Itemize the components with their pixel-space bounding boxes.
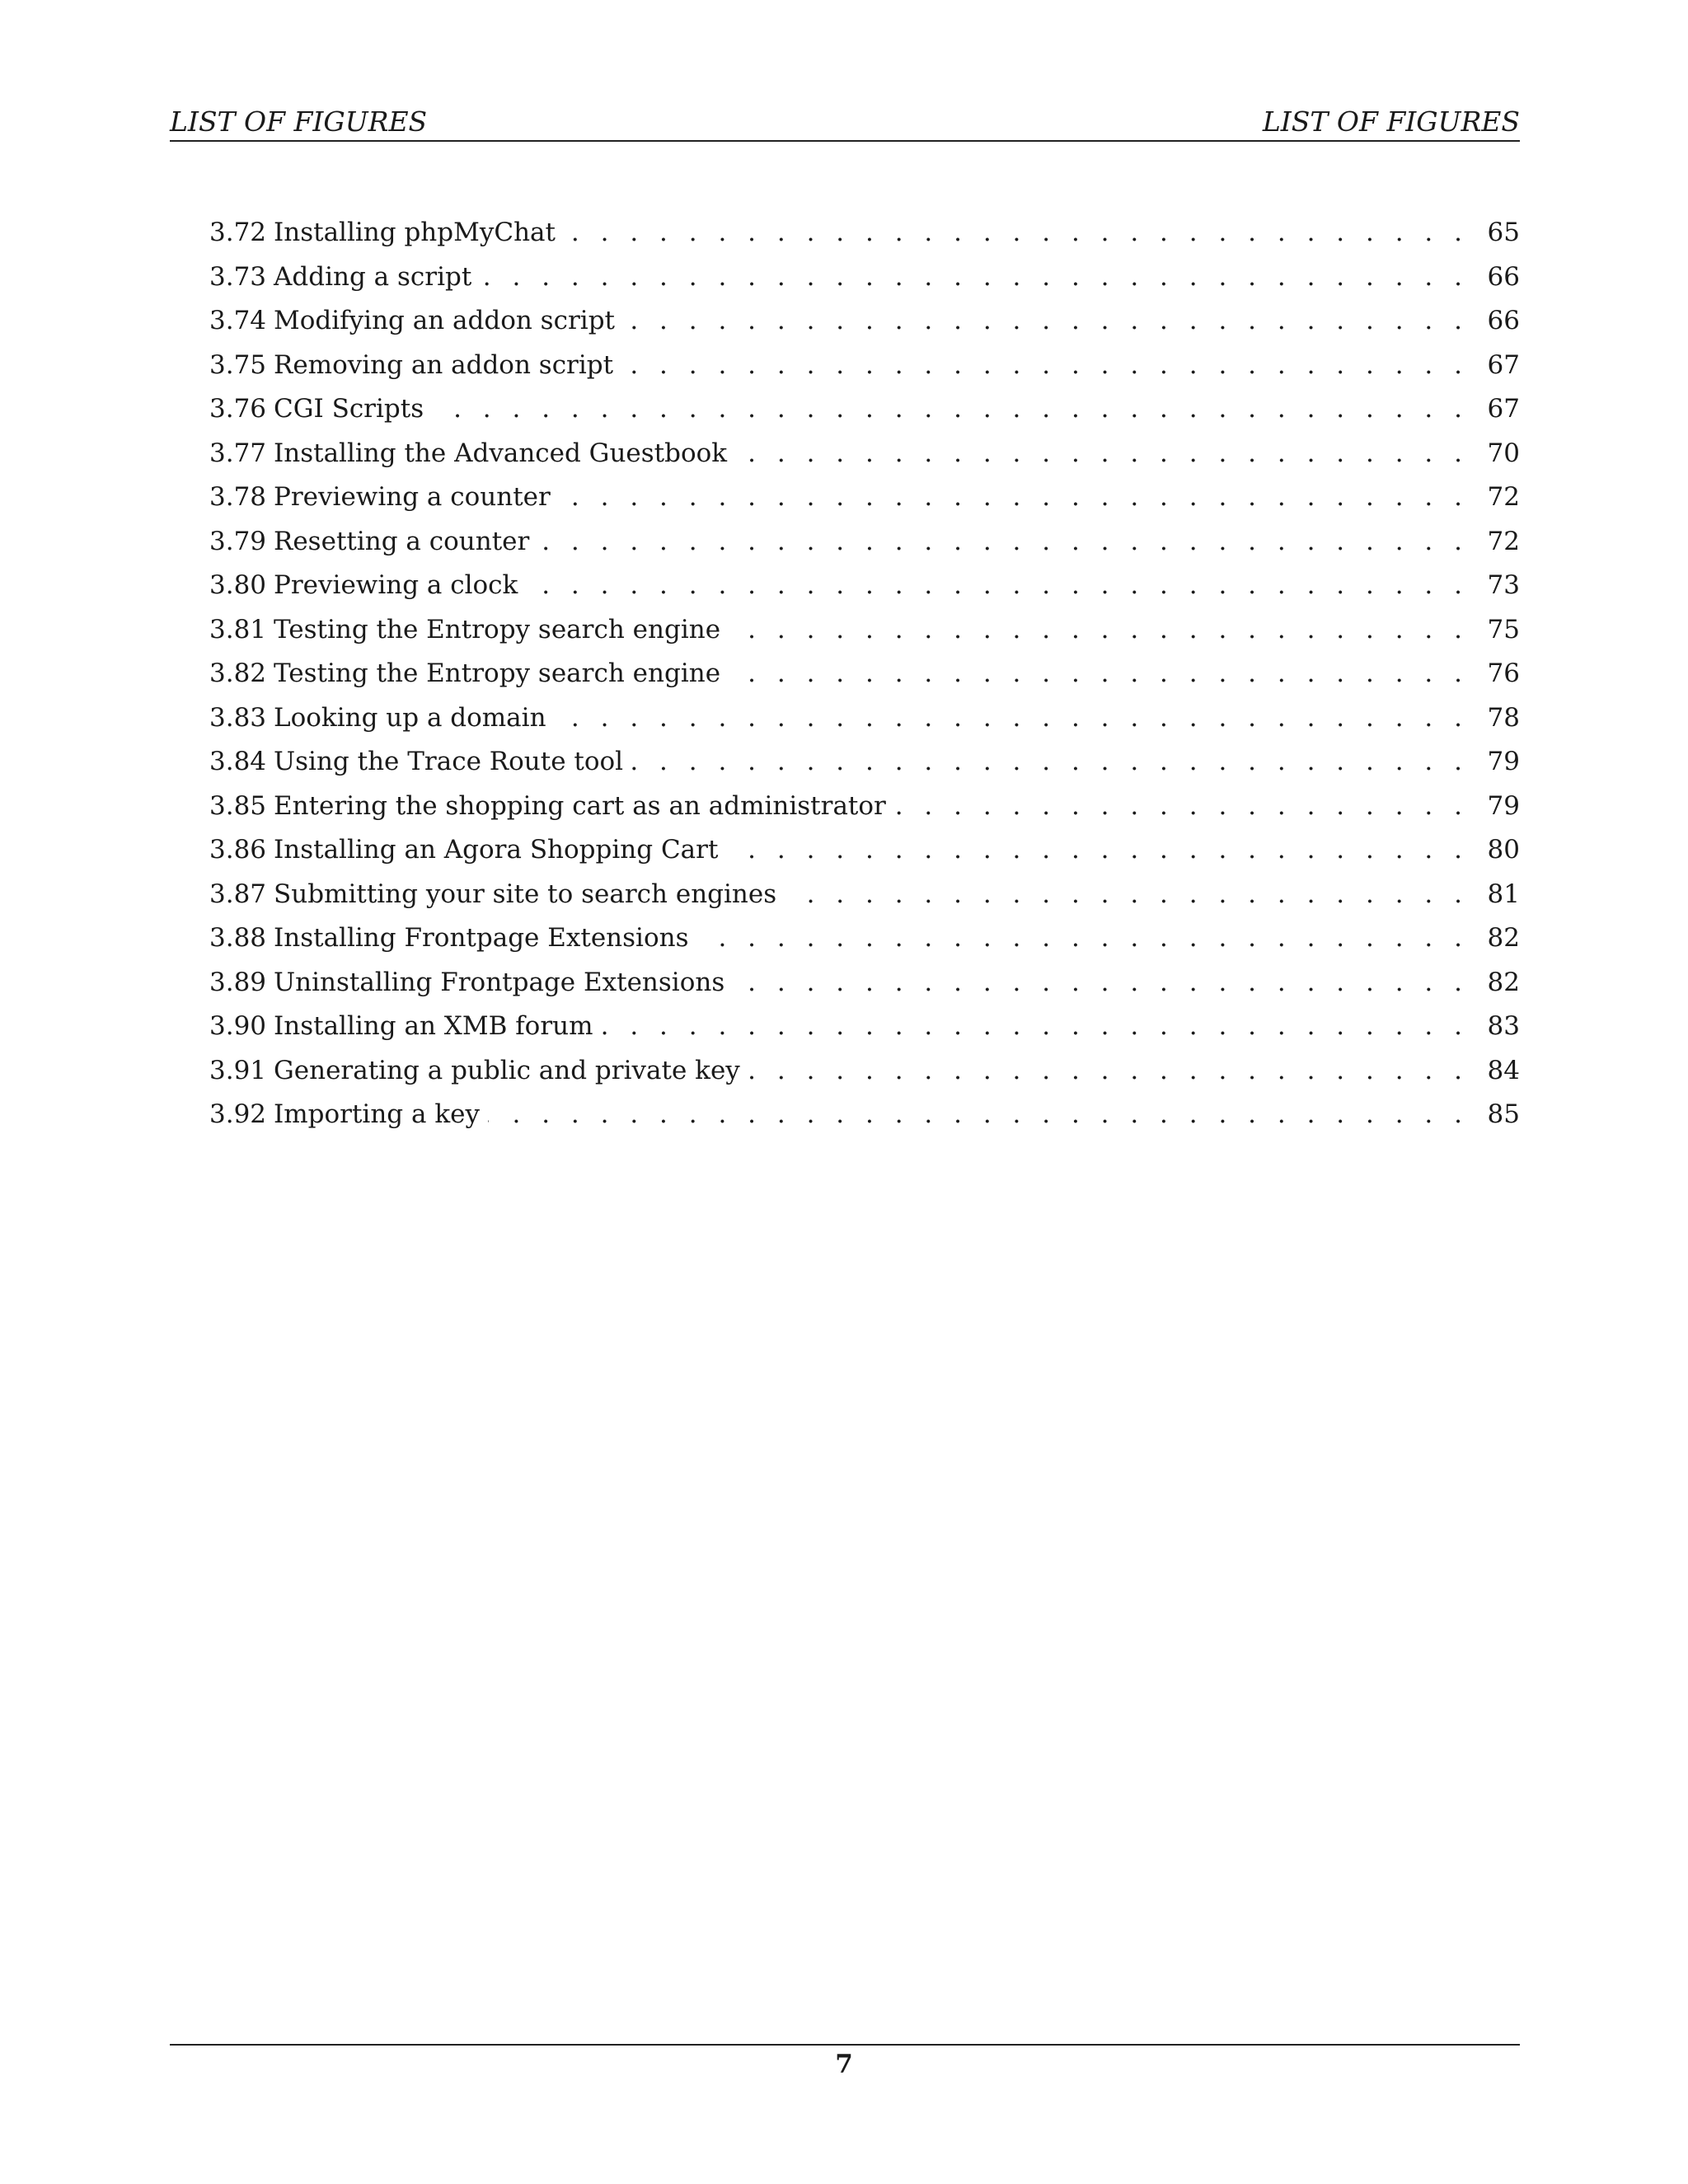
dot-leader bbox=[726, 837, 1469, 863]
list-item[interactable] bbox=[209, 564, 1520, 608]
figure-page-number: 83 bbox=[1487, 1011, 1520, 1042]
list-item[interactable] bbox=[209, 211, 1520, 255]
figure-page-number: 85 bbox=[1487, 1099, 1520, 1130]
running-header bbox=[170, 105, 1520, 142]
figure-title: CGI Scripts bbox=[274, 394, 424, 424]
figure-number: 3.89 bbox=[209, 967, 267, 997]
dot-leader bbox=[631, 749, 1469, 775]
figure-number: 3.86 bbox=[209, 835, 267, 865]
list-item[interactable] bbox=[209, 652, 1520, 696]
figure-page-number: 72 bbox=[1487, 526, 1520, 556]
page-number: 7 bbox=[835, 2050, 853, 2079]
dot-leader bbox=[621, 353, 1469, 378]
list-item[interactable] bbox=[209, 476, 1520, 520]
figure-number: 3.90 bbox=[209, 1011, 267, 1042]
figure-number: 3.76 bbox=[209, 394, 267, 424]
figure-number: 3.77 bbox=[209, 438, 267, 468]
figure-title: Looking up a domain bbox=[274, 702, 546, 733]
figure-title: Importing a key bbox=[274, 1099, 480, 1130]
header-right-title: LIST OF FIGURES bbox=[1262, 105, 1520, 138]
list-item[interactable] bbox=[209, 961, 1520, 1005]
figure-number: 3.75 bbox=[209, 349, 267, 380]
figure-page-number: 67 bbox=[1487, 349, 1520, 380]
list-item[interactable] bbox=[209, 255, 1520, 300]
dot-leader bbox=[697, 926, 1470, 951]
figure-page-number: 70 bbox=[1487, 438, 1520, 468]
figure-page-number: 72 bbox=[1487, 482, 1520, 513]
figure-number: 3.82 bbox=[209, 658, 267, 689]
figure-number: 3.78 bbox=[209, 482, 267, 513]
figure-number: 3.80 bbox=[209, 570, 267, 601]
list-item[interactable] bbox=[209, 608, 1520, 653]
figure-number: 3.81 bbox=[209, 614, 267, 644]
figure-title: Generating a public and private key bbox=[274, 1055, 740, 1085]
figure-page-number: 65 bbox=[1487, 218, 1520, 248]
figure-page-number: 75 bbox=[1487, 614, 1520, 644]
dot-leader bbox=[555, 705, 1469, 731]
figure-page-number: 79 bbox=[1487, 747, 1520, 777]
dot-leader bbox=[894, 794, 1469, 819]
figure-page-number: 81 bbox=[1487, 879, 1520, 909]
figure-number: 3.92 bbox=[209, 1099, 267, 1130]
dot-leader bbox=[526, 573, 1469, 598]
dot-leader bbox=[729, 617, 1469, 643]
figure-number: 3.72 bbox=[209, 218, 267, 248]
figure-page-number: 66 bbox=[1487, 261, 1520, 292]
figure-title: Installing an Agora Shopping Cart bbox=[274, 835, 719, 865]
dot-leader bbox=[559, 485, 1469, 510]
list-item[interactable] bbox=[209, 828, 1520, 873]
figure-title: Testing the Entropy search engine bbox=[274, 658, 721, 689]
list-item[interactable] bbox=[209, 299, 1520, 344]
figure-title: Installing the Advanced Guestbook bbox=[274, 438, 728, 468]
figure-title: Installing phpMyChat bbox=[274, 218, 556, 248]
figure-page-number: 79 bbox=[1487, 790, 1520, 821]
figure-title: Removing an addon script bbox=[274, 349, 614, 380]
figure-title: Entering the shopping cart as an administrator bbox=[274, 790, 886, 821]
figure-page-number: 80 bbox=[1487, 835, 1520, 865]
list-item[interactable] bbox=[209, 785, 1520, 829]
list-item[interactable] bbox=[209, 1049, 1520, 1094]
figure-title: Uninstalling Frontpage Extensions bbox=[274, 967, 725, 997]
list-item[interactable] bbox=[209, 696, 1520, 741]
figure-number: 3.85 bbox=[209, 790, 267, 821]
dot-leader bbox=[748, 1058, 1469, 1084]
figure-number: 3.87 bbox=[209, 879, 267, 909]
dot-leader bbox=[785, 882, 1469, 907]
figure-page-number: 82 bbox=[1487, 967, 1520, 997]
figure-page-number: 84 bbox=[1487, 1055, 1520, 1085]
figure-number: 3.84 bbox=[209, 747, 267, 777]
figure-page-number: 76 bbox=[1487, 658, 1520, 689]
dot-leader bbox=[537, 529, 1469, 555]
dot-leader bbox=[480, 265, 1469, 290]
figure-title: Installing an XMB forum bbox=[274, 1011, 593, 1042]
figure-number: 3.91 bbox=[209, 1055, 267, 1085]
dot-leader bbox=[564, 220, 1469, 246]
figure-title: Installing Frontpage Extensions bbox=[274, 923, 689, 954]
figure-title: Testing the Entropy search engine bbox=[274, 614, 721, 644]
list-item[interactable] bbox=[209, 740, 1520, 785]
figure-title: Resetting a counter bbox=[274, 526, 530, 556]
dot-leader bbox=[432, 396, 1469, 422]
dot-leader bbox=[733, 970, 1469, 996]
footer-rule bbox=[170, 2044, 1520, 2046]
dot-leader bbox=[729, 661, 1469, 687]
figure-title: Submitting your site to search engines bbox=[274, 879, 777, 909]
dot-leader bbox=[735, 441, 1469, 466]
list-item[interactable] bbox=[209, 1005, 1520, 1049]
figure-number: 3.79 bbox=[209, 526, 267, 556]
figure-title: Using the Trace Route tool bbox=[274, 747, 624, 777]
figure-number: 3.83 bbox=[209, 702, 267, 733]
dot-leader bbox=[602, 1014, 1469, 1039]
figure-page-number: 67 bbox=[1487, 394, 1520, 424]
list-of-figures bbox=[209, 211, 1520, 1137]
list-item[interactable] bbox=[209, 1093, 1520, 1137]
list-item[interactable] bbox=[209, 873, 1520, 917]
figure-title: Previewing a clock bbox=[274, 570, 518, 601]
figure-page-number: 78 bbox=[1487, 702, 1520, 733]
figure-number: 3.73 bbox=[209, 261, 267, 292]
figure-page-number: 66 bbox=[1487, 306, 1520, 336]
list-item[interactable] bbox=[209, 916, 1520, 961]
list-item[interactable] bbox=[209, 387, 1520, 432]
figure-title: Previewing a counter bbox=[274, 482, 551, 513]
list-item[interactable] bbox=[209, 344, 1520, 388]
list-item[interactable] bbox=[209, 432, 1520, 476]
figure-title: Adding a script bbox=[274, 261, 472, 292]
figure-page-number: 73 bbox=[1487, 570, 1520, 601]
dot-leader bbox=[488, 1102, 1469, 1127]
header-left-title: LIST OF FIGURES bbox=[170, 105, 428, 138]
figure-number: 3.88 bbox=[209, 923, 267, 954]
list-item[interactable] bbox=[209, 520, 1520, 565]
figure-page-number: 82 bbox=[1487, 923, 1520, 954]
figure-title: Modifying an addon script bbox=[274, 306, 615, 336]
dot-leader bbox=[623, 308, 1469, 334]
figure-number: 3.74 bbox=[209, 306, 267, 336]
